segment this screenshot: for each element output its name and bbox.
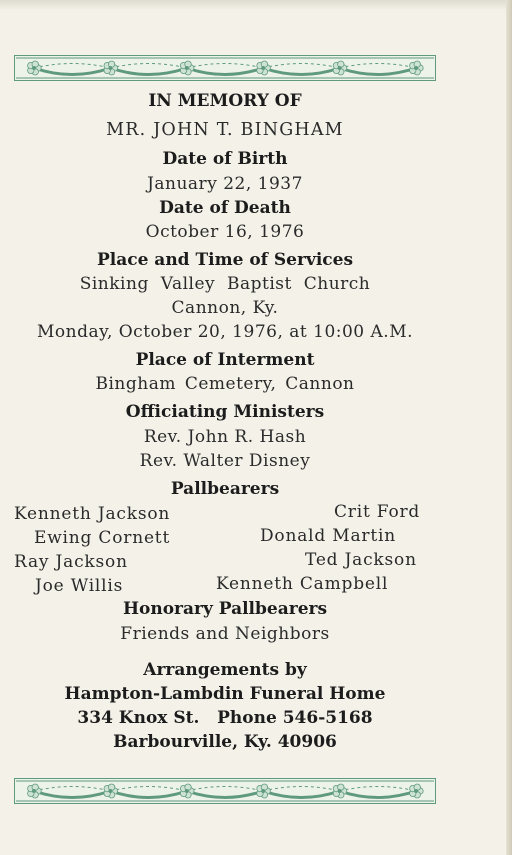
pallbearer: Joe Willis	[35, 576, 124, 596]
interment-label: Place of Interment	[135, 350, 315, 370]
birth-date: January 22, 1937	[147, 174, 303, 194]
arrangements-label: Arrangements by	[143, 660, 307, 680]
pallbearer: Donald Martin	[260, 526, 396, 546]
honorary-names: Friends and Neighbors	[120, 624, 330, 644]
honorary-label: Honorary Pallbearers	[122, 599, 328, 619]
minister-1: Rev. John R. Hash	[143, 427, 307, 447]
floral-border-top	[14, 55, 436, 81]
services-town: Cannon, Ky.	[171, 298, 279, 318]
pallbearer: Ewing Cornett	[34, 528, 171, 548]
pallbearer: Ted Jackson	[305, 550, 417, 570]
birth-label: Date of Birth	[162, 149, 288, 169]
pallbearer: Ray Jackson	[14, 552, 128, 572]
services-place: Sinking Valley Baptist Church	[79, 274, 371, 294]
memorial-heading: IN MEMORY OF	[148, 91, 302, 111]
floral-border-bottom	[14, 778, 436, 804]
address-phone: 334 Knox St. Phone 546-5168	[77, 708, 373, 728]
minister-2: Rev. Walter Disney	[139, 451, 311, 471]
pallbearer: Crit Ford	[334, 502, 421, 522]
death-date: October 16, 1976	[145, 222, 305, 242]
page-top-edge	[0, 0, 512, 10]
services-time: Monday, October 20, 1976, at 10:00 A.M.	[36, 322, 414, 342]
page-right-edge	[506, 0, 512, 855]
deceased-name: MR. JOHN T. BINGHAM	[106, 120, 344, 140]
pallbearers-label: Pallbearers	[170, 479, 280, 499]
city: Barbourville, Ky. 40906	[113, 732, 337, 752]
ministers-label: Officiating Ministers	[125, 402, 325, 422]
pallbearer: Kenneth Campbell	[216, 574, 389, 594]
services-label: Place and Time of Services	[96, 250, 354, 270]
funeral-home: Hampton-Lambdin Funeral Home	[64, 684, 386, 704]
death-label: Date of Death	[159, 198, 291, 218]
pallbearer: Kenneth Jackson	[14, 504, 171, 524]
interment-place: Bingham Cemetery, Cannon	[95, 374, 355, 394]
